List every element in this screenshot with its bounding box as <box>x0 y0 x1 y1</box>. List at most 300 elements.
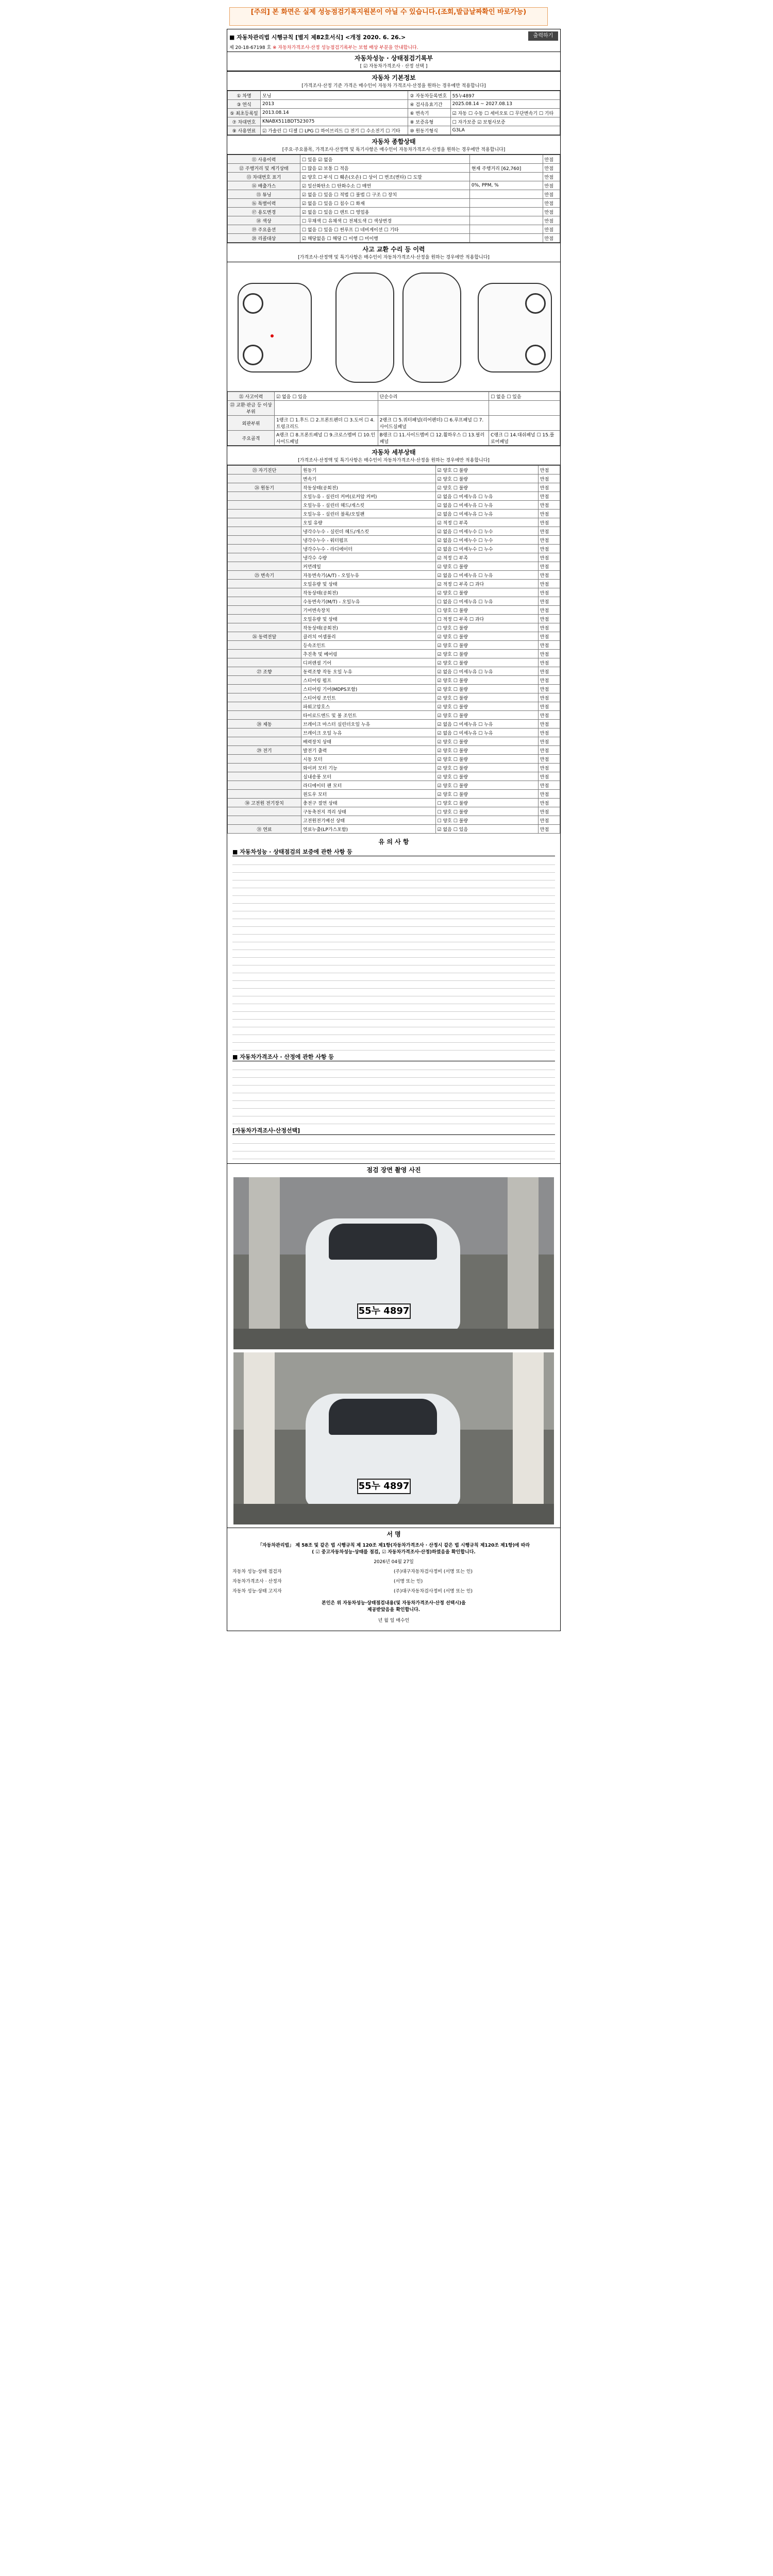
general-row-cell: ⑱ 색상 <box>228 216 300 225</box>
detail-row-cell: ☑ 양호 ☐ 불량 <box>435 562 538 571</box>
detail-row-cell <box>228 702 301 711</box>
detail-row-cell: ☑ 없음 ☐ 있음 <box>435 825 538 834</box>
detail-row-cell: 만점 <box>538 676 560 685</box>
detail-row-cell <box>228 658 301 667</box>
detail-row <box>228 790 560 799</box>
detail-row-cell <box>228 728 301 737</box>
detail-row-cell <box>228 518 301 527</box>
detail-row-cell: ☑ 적정 ☐ 부족 <box>435 518 538 527</box>
general-row <box>228 181 560 190</box>
accident-row-cell: 주요골격 <box>228 431 275 446</box>
sign-date: 2026년 04월 27일 <box>374 1560 414 1565</box>
basic-info-row <box>228 117 560 126</box>
accident-row-cell: B랭크 ☐ 11.사이드멤버 ☐ 12.휠하우스 ☐ 13.필러패널 <box>378 431 489 446</box>
detail-row-cell: 만점 <box>538 764 560 772</box>
general-row-cell: 만점 <box>543 199 560 208</box>
detail-row-cell: 만점 <box>538 597 560 606</box>
basic-info-row-cell: 55누4897 <box>450 91 560 100</box>
detail-row <box>228 755 560 764</box>
detail-row-cell: 만점 <box>538 772 560 781</box>
notes-section <box>227 834 560 1163</box>
detail-row <box>228 728 560 737</box>
accident-row-cell: ㉒ 교환·판금 등 이상 부위 <box>228 401 275 416</box>
general-row-cell <box>469 173 543 181</box>
detail-row-cell: 오일유량 및 상태 <box>301 580 436 588</box>
sign-title: 서 명 <box>227 1528 560 1538</box>
detail-row-cell <box>228 580 301 588</box>
basic-info-row-cell: ⑨ 사용연료 <box>228 126 261 135</box>
damage-mark-icon <box>271 334 274 337</box>
general-row-cell: ⑭ 배출가스 <box>228 181 300 190</box>
detail-row <box>228 816 560 825</box>
detail-row-cell: ☑ 양호 ☐ 불량 <box>435 790 538 799</box>
general-row-cell: ⑮ 튜닝 <box>228 190 300 199</box>
detail-row-cell: 만점 <box>538 825 560 834</box>
detail-row-cell: 만점 <box>538 807 560 816</box>
detail-row-cell: 파워고압호스 <box>301 702 436 711</box>
detail-row-cell: 만점 <box>538 711 560 720</box>
general-row-cell: ⑳ 리콜대상 <box>228 234 300 243</box>
detail-row-cell: ☑ 없음 ☐ 미세누수 ☐ 누수 <box>435 545 538 553</box>
general-row <box>228 173 560 181</box>
detail-row-cell: ☑ 양호 ☐ 불량 <box>435 693 538 702</box>
detail-row-cell: 냉각수 수량 <box>301 553 436 562</box>
general-row-cell: ☑ 없음 ☐ 있음 ☐ 적법 ☐ 불법 ☐ 구조 ☐ 장치 <box>300 190 469 199</box>
detail-row-cell: ☑ 양호 ☐ 불량 <box>435 474 538 483</box>
detail-row-cell: 자동변속기(A/T) - 오일누유 <box>301 571 436 580</box>
detail-row <box>228 553 560 562</box>
general-row-cell: ☑ 일산화탄소 ☐ 탄화수소 ☐ 매연 <box>300 181 469 190</box>
sign-section <box>227 1538 560 1631</box>
basic-info-row <box>228 109 560 117</box>
accident-row-cell: 외판부위 <box>228 416 275 431</box>
detail-row-cell <box>228 781 301 790</box>
detail-row-cell: 만점 <box>538 641 560 650</box>
detail-row <box>228 562 560 571</box>
detail-row-cell: ☑ 양호 ☐ 불량 <box>435 746 538 755</box>
detail-table <box>227 465 560 834</box>
detail-row-cell: ㉗ 조향 <box>228 667 301 676</box>
detail-row-cell: ㉓ 자기진단 <box>228 466 301 474</box>
detail-row <box>228 536 560 545</box>
detail-row-cell <box>228 501 301 510</box>
detail-row-cell <box>228 615 301 623</box>
detail-row-cell: 만점 <box>538 693 560 702</box>
detail-row <box>228 799 560 807</box>
car-top-front-icon <box>335 273 394 383</box>
general-row-cell: 만점 <box>543 225 560 234</box>
general-row-cell: ⑯ 특별이력 <box>228 199 300 208</box>
wheel-icon <box>525 345 546 365</box>
accident-row-cell: 단순수리 <box>378 392 489 401</box>
detail-row-cell: 냉각수누수 - 워터펌프 <box>301 536 436 545</box>
detail-row-cell: 만점 <box>538 510 560 518</box>
general-row-cell <box>469 208 543 216</box>
detail-row-cell <box>228 510 301 518</box>
detail-row <box>228 483 560 492</box>
detail-row-cell: ☐ 양호 ☐ 불량 <box>435 807 538 816</box>
accident-row-cell: A랭크 ☐ 8.프론트패널 ☐ 9.크로스멤버 ☐ 10.인사이드패널 <box>275 431 378 446</box>
notes-heading-2: ■ 자동차가격조사 · 산정에 관한 사항 등 <box>232 1054 555 1061</box>
accident-row <box>228 431 560 446</box>
detail-row-cell: 만점 <box>538 580 560 588</box>
detail-row <box>228 825 560 834</box>
warning-text: [주의] 본 화면은 실제 성능점검기록지원본이 아닐 수 있습니다.(조회,발급날짜확인 바로가능) <box>250 8 527 16</box>
detail-row-cell <box>228 711 301 720</box>
detail-row-cell: 만점 <box>538 527 560 536</box>
general-row-cell: 만점 <box>543 173 560 181</box>
basic-info-row-cell: ⑥ 변속기 <box>408 109 450 117</box>
general-row-cell <box>469 190 543 199</box>
detail-row <box>228 597 560 606</box>
detail-row-cell: ☑ 양호 ☐ 불량 <box>435 702 538 711</box>
detail-row-cell: 발전기 출력 <box>301 746 436 755</box>
accident-row-cell <box>489 416 560 431</box>
detail-row-cell: 구동축전지 격리 상태 <box>301 807 436 816</box>
detail-row-cell: 동력조향 작동 오일 누유 <box>301 667 436 676</box>
detail-row-cell: 작동상태(공회전) <box>301 623 436 632</box>
detail-row-cell: 고전원전기배선 상태 <box>301 816 436 825</box>
basic-info-row-cell: ⑧ 보증유형 <box>408 117 450 126</box>
general-row-cell: ☐ 많음 ☑ 보통 ☐ 적음 <box>300 164 469 173</box>
detail-row-cell: ㉚ 고전원 전기장치 <box>228 799 301 807</box>
main-title: 자동차성능 · 상태점검기록부 <box>227 52 560 62</box>
detail-row-cell <box>228 474 301 483</box>
sign-footer-3: 년 월 일 매수인 <box>378 1618 410 1623</box>
detail-row <box>228 650 560 658</box>
basic-info-row <box>228 91 560 100</box>
photo-title: 점검 장면 촬영 사진 <box>227 1163 560 1174</box>
detail-row-cell: 디퍼렌셜 기어 <box>301 658 436 667</box>
wheel-icon <box>243 345 263 365</box>
detail-row <box>228 781 560 790</box>
general-row-cell: 만점 <box>543 181 560 190</box>
detail-row-cell: ☑ 양호 ☐ 불량 <box>435 658 538 667</box>
detail-row-cell: 연료누출(LP가스포함) <box>301 825 436 834</box>
accident-row <box>228 401 560 416</box>
detail-row-cell: ☐ 양호 ☐ 불량 <box>435 623 538 632</box>
detail-row-cell: 브레이크 마스터 실린더오일 누유 <box>301 720 436 728</box>
detail-row-cell <box>228 685 301 693</box>
detail-row-cell: 만점 <box>538 483 560 492</box>
sign-footer-1: 본인은 위 자동차성능·상태점검내용(및 자동차가격조사·산정 선택시)을 <box>322 1601 466 1606</box>
print-button[interactable]: 출력하기 <box>528 31 558 41</box>
detail-row-cell <box>228 641 301 650</box>
notes-heading-3: [자동차가격조사·산정선택] <box>232 1127 555 1135</box>
detail-row <box>228 545 560 553</box>
detail-row-cell: 만점 <box>538 553 560 562</box>
general-subtitle: [주요·주요품목, 가격조사·산정액 및 특기사항은 매수인이 자동차가격조사·산정을 원하는 경우에만 적용합니다] <box>227 146 560 155</box>
detail-row-cell: ☑ 양호 ☐ 불량 <box>435 755 538 764</box>
detail-row <box>228 711 560 720</box>
basic-info-row-cell: G3LA <box>450 126 560 135</box>
detail-row-cell: ☑ 없음 ☐ 미세누유 ☐ 누유 <box>435 720 538 728</box>
detail-row-cell: 등속조인트 <box>301 641 436 650</box>
basic-info-row-cell: 모닝 <box>261 91 408 100</box>
detail-row <box>228 641 560 650</box>
detail-row <box>228 676 560 685</box>
detail-row-cell: ☑ 양호 ☐ 불량 <box>435 483 538 492</box>
basic-info-row-cell: ① 차명 <box>228 91 261 100</box>
detail-row-cell: 작동상태(공회전) <box>301 588 436 597</box>
license-plate: 55누 4897 <box>357 1479 411 1494</box>
general-row-cell: ☐ 있음 ☑ 없음 <box>300 155 469 164</box>
detail-row-cell: ㉕ 변속기 <box>228 571 301 580</box>
detail-row-cell: 만점 <box>538 746 560 755</box>
general-row-cell: ☑ 없음 ☐ 있음 ☐ 침수 ☐ 화재 <box>300 199 469 208</box>
detail-row-cell: ☑ 양호 ☐ 불량 <box>435 781 538 790</box>
accident-row <box>228 416 560 431</box>
basic-info-row-cell: ④ 검사유효기간 <box>408 100 450 109</box>
detail-row-cell: 만점 <box>538 658 560 667</box>
detail-row-cell: 변속기 <box>301 474 436 483</box>
general-row-cell: ⑪ 사용이력 <box>228 155 300 164</box>
general-row-cell: 만점 <box>543 190 560 199</box>
detail-row <box>228 510 560 518</box>
detail-row-cell <box>228 676 301 685</box>
detail-row <box>228 501 560 510</box>
detail-row-cell: ☑ 없음 ☐ 미세누유 ☐ 누유 <box>435 492 538 501</box>
general-row-cell: 만점 <box>543 216 560 225</box>
warning-banner <box>229 7 548 26</box>
general-row-cell: 현재 주행거리 [62,760] <box>469 164 543 173</box>
car-photo-rear <box>233 1352 554 1524</box>
detail-row <box>228 632 560 641</box>
sign-line-1: 「자동차관리법」 제 58조 및 같은 법 시행규칙 제 120조 제1항(자동차가격조사 · 산정시 같은 법 시행규칙 제120조 제1항)에 따라 <box>257 1543 530 1548</box>
detail-row-cell <box>228 545 301 553</box>
general-row <box>228 190 560 199</box>
detail-row <box>228 693 560 702</box>
car-top-rear-icon <box>402 273 461 383</box>
notes-heading-1: ■ 자동차성능 · 상태점검의 보증에 관한 사항 등 <box>232 849 555 856</box>
general-row <box>228 199 560 208</box>
detail-row-cell: 윈도우 모터 <box>301 790 436 799</box>
basic-info-row-cell: ② 자동차등록번호 <box>408 91 450 100</box>
accident-row-cell: ㉑ 사고이력 <box>228 392 275 401</box>
detail-row <box>228 807 560 816</box>
detail-row-cell: 만점 <box>538 728 560 737</box>
general-row <box>228 164 560 173</box>
detail-row-cell <box>228 536 301 545</box>
detail-row-cell: 만점 <box>538 799 560 807</box>
detail-row-cell <box>228 650 301 658</box>
detail-row-cell: 와이퍼 모터 기능 <box>301 764 436 772</box>
detail-row-cell: ㉘ 제동 <box>228 720 301 728</box>
basic-info-row-cell: KNABX511BDT523075 <box>261 117 408 126</box>
basic-info-row-cell: ⑤ 최초등록일 <box>228 109 261 117</box>
detail-row-cell: 만점 <box>538 545 560 553</box>
detail-row-cell: ☑ 양호 ☐ 불량 <box>435 764 538 772</box>
notifier-label: 자동차 성능·상태 고지자 <box>232 1589 282 1594</box>
basic-info-row-cell: ☐ 자가보증 ☑ 보험사보증 <box>450 117 560 126</box>
basic-info-row-cell: ⑩ 원동기형식 <box>408 126 450 135</box>
inspection-record <box>227 29 561 1631</box>
detail-row-cell: 오일 유량 <box>301 518 436 527</box>
accident-row-cell: 1랭크 ☐ 1.후드 ☐ 2.프론트펜더 ☐ 3.도어 ☐ 4.트렁크리드 <box>275 416 378 431</box>
basic-info-row-cell: ☑ 자동 ☐ 수동 ☐ 세미오토 ☐ 무단변속기 ☐ 기타 <box>450 109 560 117</box>
basic-info-row-cell: 2013 <box>261 100 408 109</box>
detail-row-cell: 만점 <box>538 667 560 676</box>
detail-row <box>228 615 560 623</box>
detail-row-cell: 오일누유 - 실린더 헤드/개스킷 <box>301 501 436 510</box>
detail-row-cell: 만점 <box>538 501 560 510</box>
general-row-cell: ☑ 양호 ☐ 부식 ☐ 훼손(오손) ☐ 상이 ☐ 변조(변타) ☐ 도말 <box>300 173 469 181</box>
detail-row <box>228 764 560 772</box>
detail-row-cell: ☑ 적정 ☐ 부족 <box>435 553 538 562</box>
detail-row-cell: ☑ 양호 ☐ 불량 <box>435 676 538 685</box>
detail-row <box>228 685 560 693</box>
license-plate: 55누 4897 <box>357 1303 411 1319</box>
detail-row-cell: 만점 <box>538 720 560 728</box>
inspector-label: 자동차 성능·상태 점검자 <box>232 1569 282 1574</box>
main-subtitle: [ ☑ 자동차가격조사 · 산정 선택 ] <box>227 62 560 71</box>
general-row <box>228 155 560 164</box>
detail-row-cell: 만점 <box>538 606 560 615</box>
detail-row-cell: 커먼레일 <box>301 562 436 571</box>
basic-info-subtitle: [가격조사·산정 기준 가격은 매수인이 자동차 가격조사·산정을 원하는 경우에만 적용합니다] <box>227 82 560 91</box>
general-row-cell: 만점 <box>543 155 560 164</box>
detail-row-cell: ☑ 없음 ☐ 미세누유 ☐ 누유 <box>435 501 538 510</box>
detail-row <box>228 474 560 483</box>
detail-row-cell: 만점 <box>538 536 560 545</box>
general-row-cell: ☑ 해당없음 ☐ 해당 ☐ 이행 ☐ 미이행 <box>300 234 469 243</box>
wheel-icon <box>525 293 546 314</box>
appraiser-value: (서명 또는 인) <box>394 1579 423 1584</box>
detail-row-cell: 만점 <box>538 518 560 527</box>
accident-title: 사고 교환 수리 등 이력 <box>227 243 560 253</box>
detail-row-cell <box>228 772 301 781</box>
detail-row-cell: ☑ 없음 ☐ 미세누유 ☐ 누유 <box>435 728 538 737</box>
detail-row-cell <box>228 790 301 799</box>
detail-row-cell: 스티어링 펌프 <box>301 676 436 685</box>
detail-row-cell <box>228 693 301 702</box>
detail-row-cell: ㉙ 전기 <box>228 746 301 755</box>
basic-info-title: 자동차 기본정보 <box>227 71 560 82</box>
detail-row-cell: ☐ 양호 ☐ 불량 <box>435 606 538 615</box>
general-row <box>228 208 560 216</box>
accident-row-cell: C랭크 ☐ 14.대쉬패널 ☐ 15.플로어패널 <box>489 431 560 446</box>
detail-row-cell: 만점 <box>538 755 560 764</box>
detail-row <box>228 588 560 597</box>
notifier-value: (주)대구자동차검사정비 (서명 또는 인) <box>394 1589 473 1594</box>
detail-row-cell <box>228 597 301 606</box>
detail-row-cell: ☐ 적정 ☐ 부족 ☐ 과다 <box>435 615 538 623</box>
detail-row-cell: 만점 <box>538 816 560 825</box>
detail-row-cell: 만점 <box>538 685 560 693</box>
detail-row-cell: 라디에이터 팬 모터 <box>301 781 436 790</box>
detail-row-cell: 만점 <box>538 737 560 746</box>
detail-subtitle: [가격조사·산정액 및 특기사항은 매수인이 자동차가격조사·산정을 원하는 경우에만 적용합니다] <box>227 456 560 465</box>
accident-table <box>227 392 560 446</box>
detail-row-cell: ☑ 없음 ☐ 미세누수 ☐ 누수 <box>435 527 538 536</box>
general-row-cell: ⑰ 용도변경 <box>228 208 300 216</box>
detail-row <box>228 518 560 527</box>
detail-row-cell <box>228 562 301 571</box>
general-row-cell <box>469 225 543 234</box>
detail-row-cell: 만점 <box>538 466 560 474</box>
detail-row-cell: 만점 <box>538 562 560 571</box>
detail-row-cell <box>228 764 301 772</box>
basic-info-row-cell: 2025.08.14 ~ 2027.08.13 <box>450 100 560 109</box>
detail-row-cell: 시동 모터 <box>301 755 436 764</box>
detail-row-cell: ㉔ 원동기 <box>228 483 301 492</box>
detail-row <box>228 527 560 536</box>
general-row-cell: ⑫ 주행거리 및 계기상태 <box>228 164 300 173</box>
general-row-cell <box>469 234 543 243</box>
detail-row-cell: 만점 <box>538 702 560 711</box>
general-title: 자동차 종합상태 <box>227 135 560 146</box>
general-row-cell: 0%, PPM, % <box>469 181 543 190</box>
detail-row-cell: ☑ 없음 ☐ 미세누유 ☐ 누유 <box>435 667 538 676</box>
detail-row <box>228 466 560 474</box>
general-row-cell: ☐ 무채색 ☐ 유채색 ☐ 전체도색 ☐ 색상변경 <box>300 216 469 225</box>
detail-row-cell: ☐ 양호 ☐ 불량 <box>435 799 538 807</box>
detail-row-cell: ☑ 적정 ☐ 부족 ☐ 과다 <box>435 580 538 588</box>
detail-row-cell: 수동변속기(M/T) - 오일누유 <box>301 597 436 606</box>
detail-row <box>228 606 560 615</box>
detail-row-cell <box>228 623 301 632</box>
form-title: ■ 자동차관리법 시행규칙 [별지 제82호서식] <개정 2020. 6. 26.> <box>229 34 406 41</box>
detail-row-cell: 냉각수누수 - 실린더 헤드/개스킷 <box>301 527 436 536</box>
appraiser-label: 자동차가격조사 · 산정자 <box>232 1579 282 1584</box>
general-row-cell <box>469 155 543 164</box>
accident-row <box>228 392 560 401</box>
detail-row <box>228 702 560 711</box>
detail-row-cell: 만점 <box>538 474 560 483</box>
detail-row-cell: 충전구 절연 상태 <box>301 799 436 807</box>
detail-row-cell: 만점 <box>538 632 560 641</box>
detail-row-cell: ☑ 없음 ☐ 미세누유 ☐ 누유 <box>435 571 538 580</box>
detail-row <box>228 667 560 676</box>
accident-row-cell: ☑ 없음 ☐ 있음 <box>275 392 378 401</box>
general-row-cell: 만점 <box>543 164 560 173</box>
basic-info-row <box>228 100 560 109</box>
basic-info-table <box>227 91 560 135</box>
accident-row-cell: ☐ 없음 ☐ 있음 <box>489 392 560 401</box>
detail-row-cell <box>228 492 301 501</box>
general-row <box>228 216 560 225</box>
doc-notice-red: ※ 자동차가격조사·산정 성능점검기록부는 보험 배상 부분을 안내합니다. <box>273 45 418 50</box>
accident-row-cell <box>378 401 489 416</box>
detail-row-cell: 만점 <box>538 623 560 632</box>
basic-info-row-cell: 2013.08.14 <box>261 109 408 117</box>
accident-row-cell <box>489 401 560 416</box>
detail-row-cell: ☑ 양호 ☐ 불량 <box>435 588 538 597</box>
general-row-cell: 만점 <box>543 208 560 216</box>
detail-row-cell: ㉖ 동력전달 <box>228 632 301 641</box>
general-row-cell: ☐ 없음 ☐ 있음 ☐ 썬루프 ☐ 네비게이션 ☐ 기타 <box>300 225 469 234</box>
detail-row-cell: ☑ 양호 ☐ 불량 <box>435 685 538 693</box>
detail-row-cell: 배력장치 상태 <box>301 737 436 746</box>
detail-row-cell <box>228 816 301 825</box>
sign-footer-2: 제공받았음을 확인합니다. <box>367 1607 421 1613</box>
detail-row <box>228 623 560 632</box>
detail-row <box>228 492 560 501</box>
basic-info-row-cell: ⑦ 차대번호 <box>228 117 261 126</box>
detail-row-cell: ☑ 양호 ☐ 불량 <box>435 711 538 720</box>
general-row-cell: ⑲ 주요옵션 <box>228 225 300 234</box>
detail-row-cell: 만점 <box>538 588 560 597</box>
detail-row-cell: ☑ 양호 ☐ 불량 <box>435 641 538 650</box>
doc-notice <box>227 43 560 52</box>
detail-row-cell: 브레이크 오일 누유 <box>301 728 436 737</box>
detail-row-cell: 만점 <box>538 790 560 799</box>
basic-info-row-cell: ☑ 가솔린 ☐ 디젤 ☐ LPG ☐ 하이브리드 ☐ 전기 ☐ 수소전기 ☐ 기타 <box>261 126 408 135</box>
accident-subtitle: [가격조사·산정액 및 특기사항은 매수인이 자동차가격조사·산정을 원하는 경우에만 적용합니다] <box>227 253 560 262</box>
detail-row-cell: 만점 <box>538 615 560 623</box>
detail-row-cell <box>228 553 301 562</box>
detail-row-cell: ☑ 양호 ☐ 불량 <box>435 632 538 641</box>
